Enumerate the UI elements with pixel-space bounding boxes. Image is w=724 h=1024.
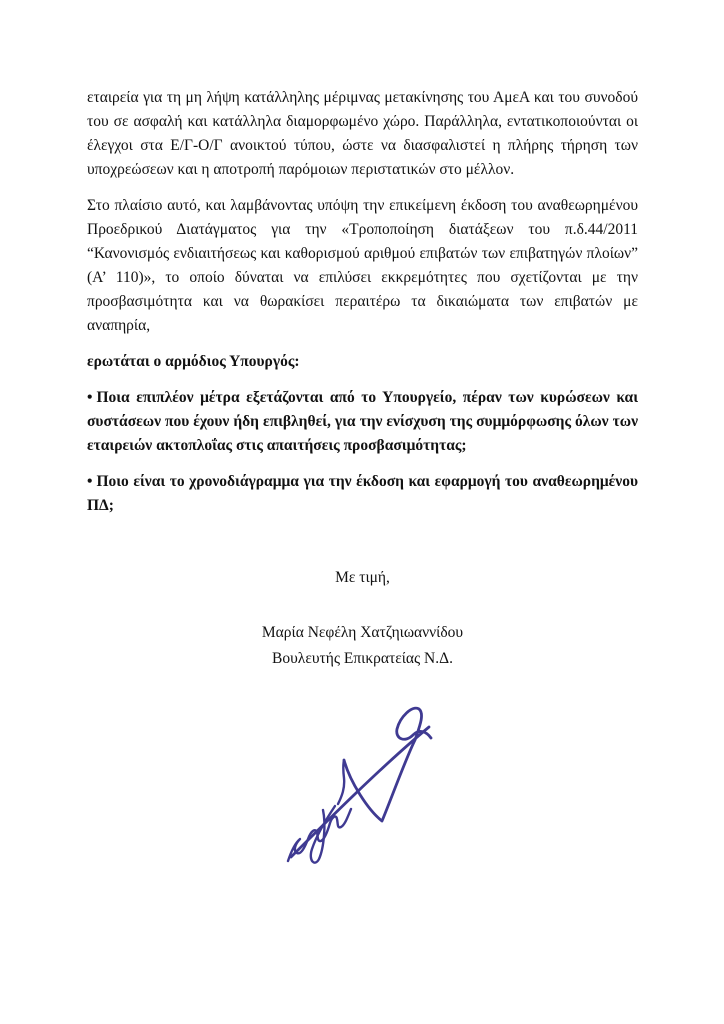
paragraph-2: Στο πλαίσιο αυτό, και λαμβάνοντας υπόψη την επικείμενη έκδοση του αναθεωρημένου Προεδρικού Διατάγματος για την «Τροποποίηση διατάξεων του π.δ.44/2011 “Κανονισμός ενδιαιτήσεως και καθορισμού αριθμού επιβατών των επιβατηγών πλοίων” (Α’ 110)», το οποίο δύναται να επιλύσει εκκρεμότητες που σχετίζονται με την προσβασιμότητα και να θωρακίσει περαιτέρω τα δικαιώματα των επιβατών με αναπηρία, (87, 197, 638, 334)
document-page (87, 86, 638, 672)
question-intro: ερωτάται ο αρμόδιος Υπουργός: (87, 353, 300, 370)
signatory-title: Βουλευτής Επικρατείας Ν.Δ. (272, 650, 453, 667)
bullet-marker: • (87, 473, 93, 490)
signature-stroke-connector (338, 760, 344, 804)
closing-block (87, 566, 638, 672)
signature-stroke-script (288, 809, 351, 861)
signatory-name: Μαρία Νεφέλη Χατζηιωαννίδου (261, 624, 464, 641)
handwritten-signature (278, 700, 448, 880)
bullet-question-1-text: Ποια επιπλέον μέτρα εξετάζονται από το Υπουργείο, πέραν των κυρώσεων και συστάσεων που έχουν ήδη επιβληθεί, για την ενίσχυση της συμμόρφωσης όλων των εταιρειών ακτοπλοΐας στις απαιτήσεις προσβασιμότητας; (87, 389, 638, 454)
bullet-question-2-text: Ποιο είναι το χρονοδιάγραμμα για την έκδοση και εφαρμογή του αναθεωρημένου ΠΔ; (87, 473, 638, 514)
closing-salutation: Με τιμή, (335, 569, 390, 586)
paragraph-1: εταιρεία για τη μη λήψη κατάλληλης μέριμνας μετακίνησης του ΑμεΑ και του συνοδού του σε ασφαλή και κατάλληλα διαμορφωμένο χώρο. Παράλληλα, εντατικοποιούνται οι έλεγχοι στα Ε/Γ-Ο/Γ ανοικτού τύπου, ώστε να διασφαλιστεί η πλήρης τήρηση των υποχρεώσεων και η αποτροπή παρόμοιων περιστατικών στο μέλλον. (87, 89, 638, 178)
bullet-marker: • (87, 389, 93, 406)
bullet-question-2 (87, 470, 638, 518)
bullet-question-1 (87, 386, 638, 458)
